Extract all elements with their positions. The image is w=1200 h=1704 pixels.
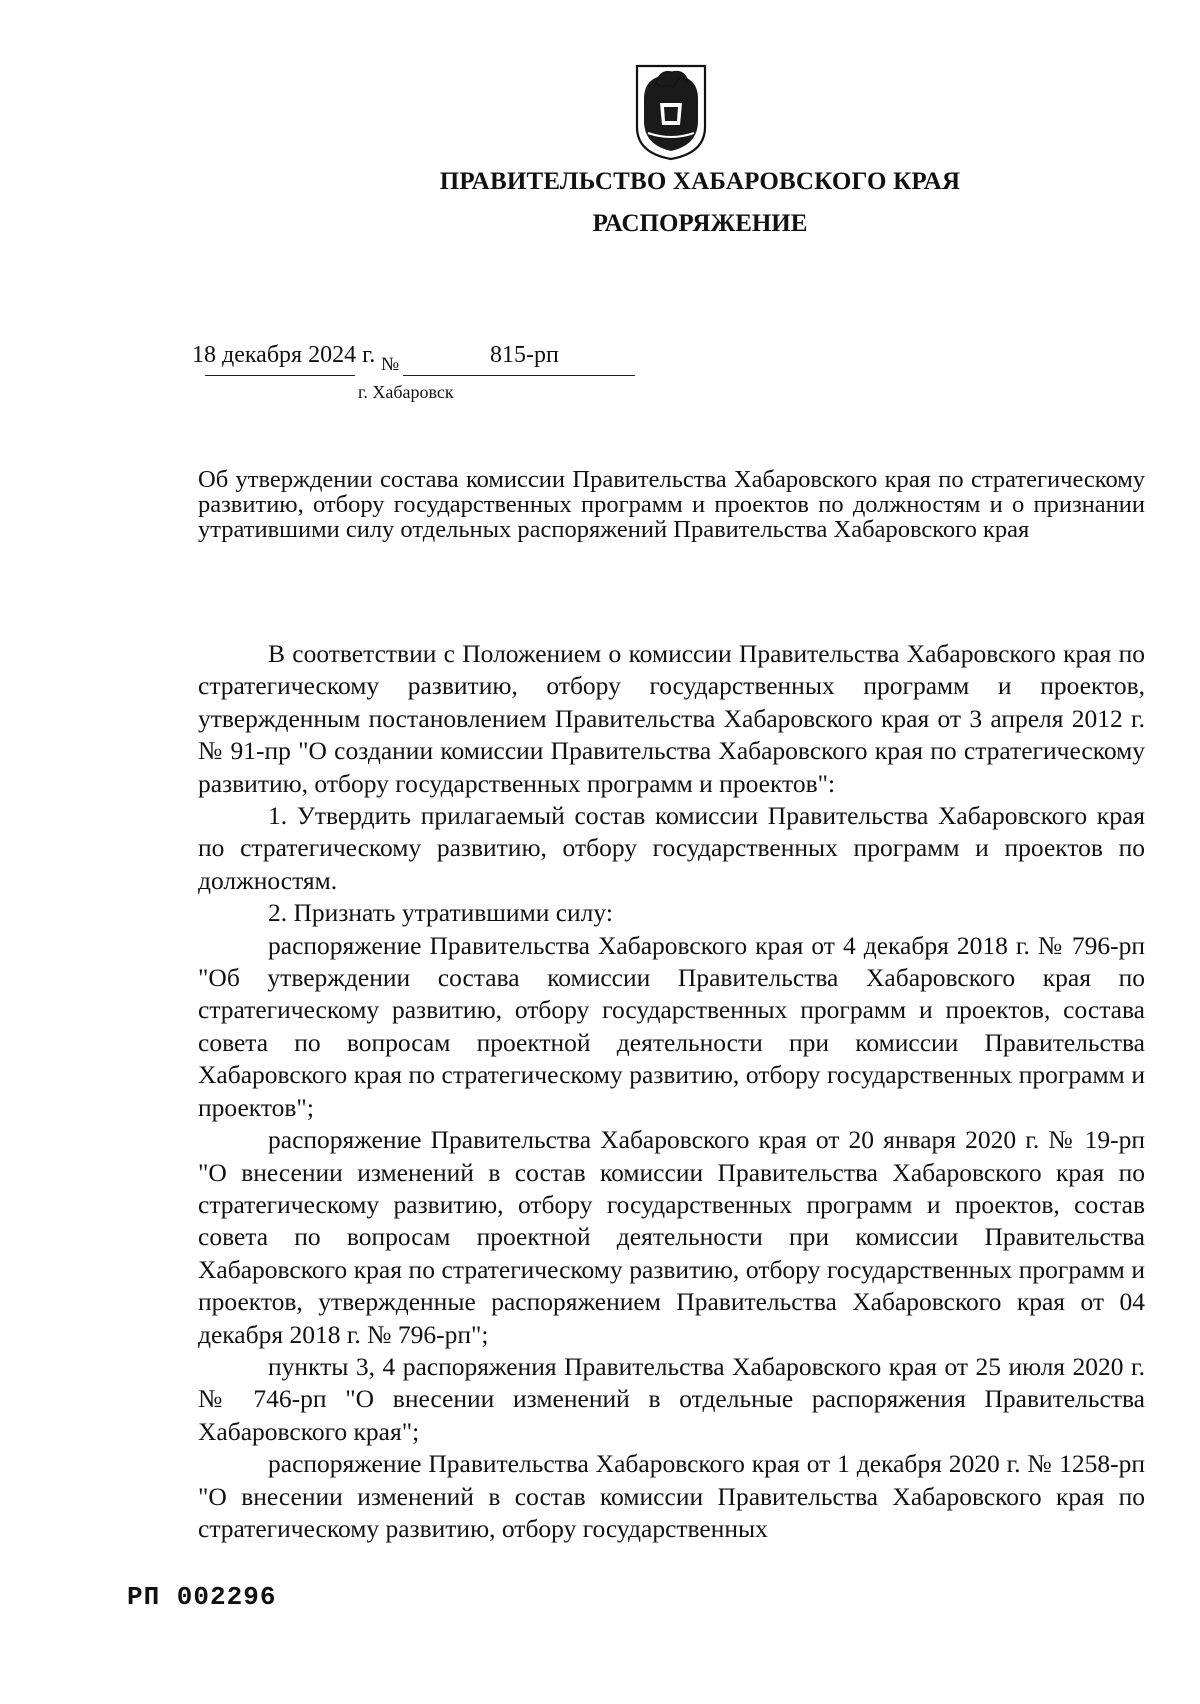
date-underline [205,375,355,376]
document-body [198,638,1145,1545]
organization-title: ПРАВИТЕЛЬСТВО ХАБАРОВСКОГО КРАЯ [439,168,961,195]
serial-stamp: РП 002296 [127,1582,277,1612]
document-number: 815-рп [490,342,559,368]
document-date: 18 декабря 2024 г. [192,342,376,368]
repealed-act-paragraph: пункты 3, 4 распоряжения Правительства Хабаровского края от 25 июля 2020 г. № 746-рп "О внесении изменений в отдельные распоряжения Правительства Хабаровского края"; [198,1351,1145,1446]
repealed-act-paragraph: распоряжение Правительства Хабаровского края от 4 декабря 2018 г. № 796-рп "Об утверждении состава комиссии Правительства Хабаровского края по стратегическому развитию, отбору государственных программ и проектов, состава совета по вопросам проектной деятельности при комиссии Правительства Хабаровского края по стратегическому развитию, отбору государственных программ и проектов"; [198,930,1145,1122]
repealed-act-paragraph: распоряжение Правительства Хабаровского края от 20 января 2020 г. № 19-рп "О внесении изменений в состав комиссии Правительства Хабаровского края по стратегическому развитию, отбору государственных программ и проектов, состав совета по вопросам проектной деятельности при комиссии Правительства Хабаровского края по стратегическому развитию, отбору государственных программ и проектов, утвержденные распоряжением Правительства Хабаровского края от 04 декабря 2018 г. № 796-рп"; [198,1125,1145,1349]
item-1-paragraph: 1. Утвердить прилагаемый состав комиссии Правительства Хабаровского края по стратегическому развитию, отбору государственных программ и проектов по должностям. [198,801,1145,895]
item-2-paragraph: 2. Признать утратившими силу: [268,898,613,928]
document-type: РАСПОРЯЖЕНИЕ [592,210,808,237]
repealed-act-paragraph: распоряжение Правительства Хабаровского края от 1 декабря 2020 г. № 1258-рп "О внесении изменений в состав комиссии Правительства Хабаровского края по стратегическому развитию, отбору государственных [198,1449,1145,1543]
number-underline [403,375,635,376]
preamble-paragraph: В соответствии с Положением о комиссии Правительства Хабаровского края по стратегическому развитию, отбору государственных программ и проектов, утвержденным постановлением Правительства Хабаровского края от 3 апреля 2012 г. № 91-пр "О создании комиссии Правительства Хабаровского края по стратегическому развитию, отбору государственных программ и проектов": [198,639,1145,798]
document-city: г. Хабаровск [358,382,454,402]
number-sign: № [381,354,400,375]
coat-of-arms-icon [634,63,708,161]
document-subject: Об утверждении состава комиссии Правительства Хабаровского края по стратегическому развитию, отбору государственных программ и проектов по должностям и о признании утратившими силу отдельных распоряжений Правительства Хабаровского края [198,466,1145,543]
